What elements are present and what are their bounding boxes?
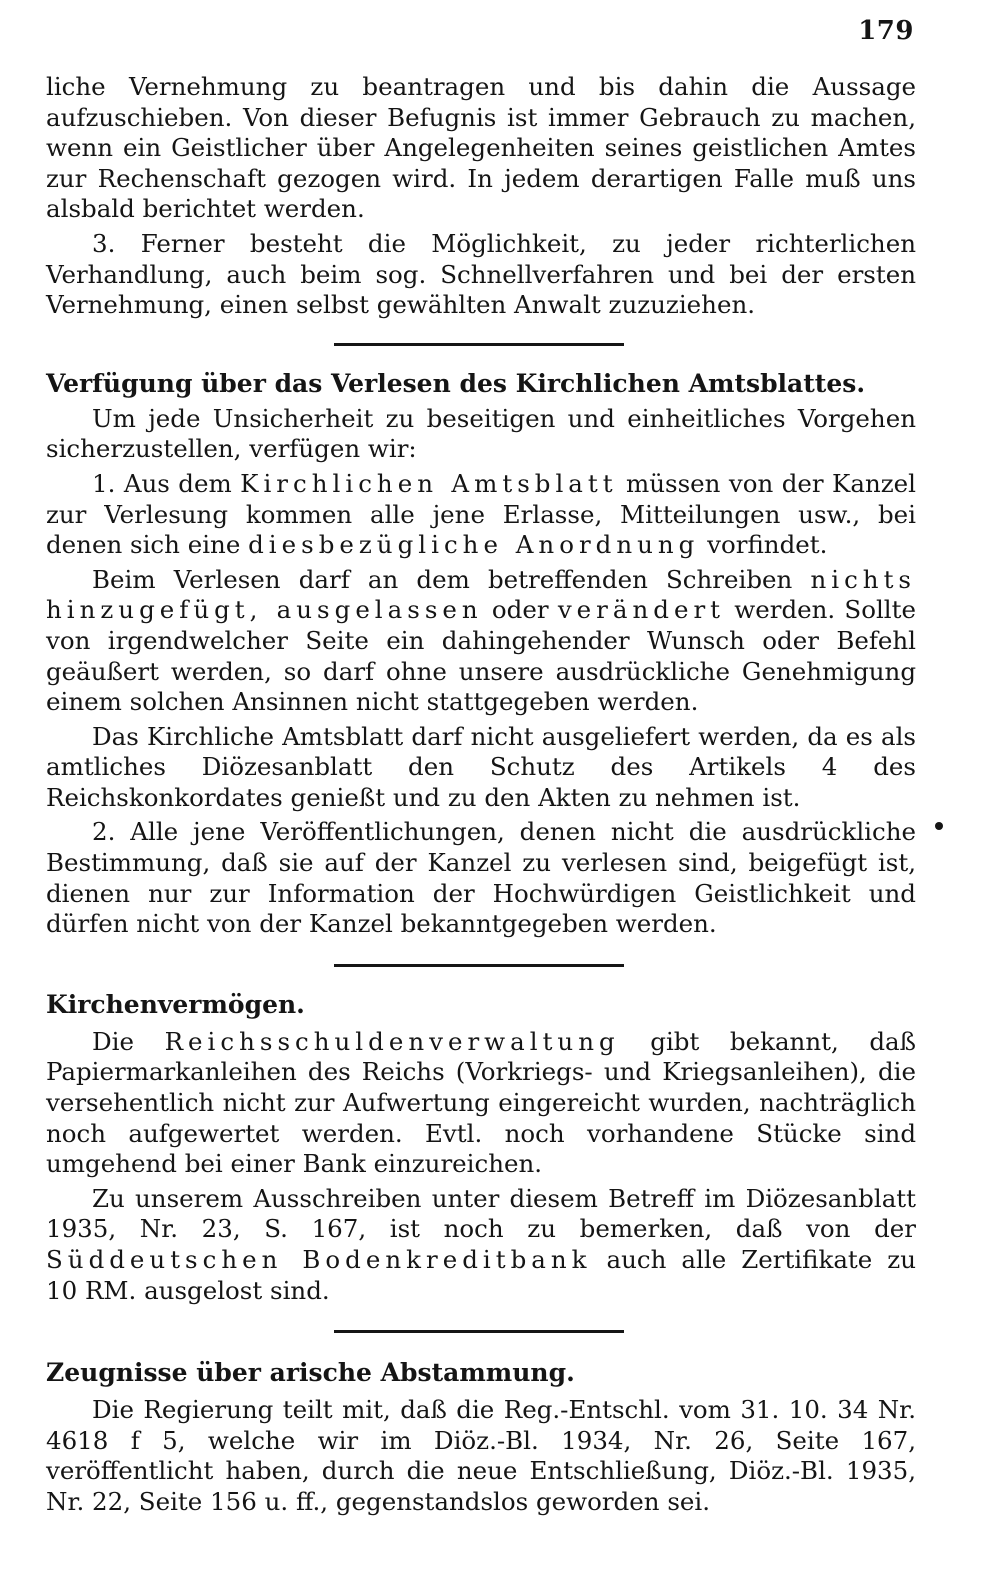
- paragraph-reichsschulden: Die Reichsschuldenverwaltung gibt bekannt, daß Papiermarkanleihen des Reichs (Vorkriegs- und Kriegsanleihen), die versehentlich nicht zur Aufwertung eingereicht wurden, nachträglich noch aufgewertet werden. Evtl. noch vorhandene Stücke sind umgehend bei einer Bank einzureichen.: [46, 1026, 916, 1179]
- continued-paragraph: liche Vernehmung zu beantragen und bis dahin die Aussage aufzuschieben. Von dieser Befugnis ist immer Gebrauch zu machen, wenn ein Geistlicher über Angelegenheiten seines geistlichen Amtes zur Rechenschaft gezogen wird. In jedem derartigen Falle muß uns alsbald berichtet werden.: [46, 72, 916, 224]
- section-divider: [334, 1330, 624, 1333]
- paragraph-verlesen: Beim Verlesen darf an dem betreffenden Schreiben nichts hinzugefügt, ausgelassen oder verändert werden. Sollte von irgendwelcher Seite ein dahingehender Wunsch oder Befehl geäußert werden, so darf ohne unsere ausdrückliche Genehmigung einem solchen Ansinnen nicht stattgegeben werden.: [46, 564, 916, 717]
- margin-dot: [935, 822, 943, 830]
- paragraph-3: 3. Ferner besteht die Möglichkeit, zu jeder richterlichen Verhandlung, auch beim sog. Schnellverfahren und bei der ersten Vernehmung, einen selbst gewählten Anwalt zuzuziehen.: [46, 228, 916, 320]
- section-divider: [334, 343, 624, 346]
- paragraph-intro: Um jede Unsicherheit zu beseitigen und einheitliches Vorgehen sicherzustellen, verfügen wir:: [46, 403, 916, 464]
- paragraph-item-1: 1. Aus dem Kirchlichen Amtsblatt müssen von der Kanzel zur Verlesung kommen alle jene Erlasse, Mitteilungen usw., bei denen sich eine diesbezügliche Anordnung vorfindet.: [46, 468, 916, 560]
- text-column: [46, 72, 916, 1518]
- spaced-emphasis: diesbezügliche Anordnung: [248, 530, 700, 560]
- heading-amtsblatt: Verfügung über das Verlesen des Kirchlichen Amtsblattes.: [46, 368, 866, 398]
- spaced-emphasis: Reichsschuldenverwaltung: [164, 1026, 620, 1056]
- spaced-emphasis: Süddeutschen Bodenkreditbank: [46, 1245, 592, 1274]
- paragraph-item-2: 2. Alle jene Veröffentlichungen, denen nicht die ausdrückliche Bestimmung, daß sie auf der Kanzel zu verlesen sind, beigefügt ist, dienen nur zur Information der Hochwürdigen Geistlichkeit und dürfen nicht von der Kanzel bekanntgegeben werden.: [46, 817, 916, 939]
- section-divider: [334, 964, 624, 967]
- spaced-emphasis: nichts hinzugefügt, ausgelassen: [46, 564, 916, 625]
- spaced-emphasis: Kirchlichen Amtsblatt: [240, 468, 618, 498]
- spaced-emphasis: verändert: [557, 595, 726, 625]
- paragraph-regierung: Die Regierung teilt mit, daß die Reg.-Entschl. vom 31. 10. 34 Nr. 4618 f 5, welche wir im Diöz.-Bl. 1934, Nr. 26, Seite 167, veröffentlicht haben, durch die neue Entschließung, Diöz.-Bl. 1935, Nr. 22, Seite 156 u. ff., gegenstandslos geworden sei.: [46, 1395, 916, 1516]
- paragraph-amtsblatt: Das Kirchliche Amtsblatt darf nicht ausgeliefert werden, da es als amtliches Diözesanblatt den Schutz des Artikels 4 des Reichskonkordates genießt und zu den Akten zu nehmen ist.: [46, 721, 916, 812]
- heading-abstammung: Zeugnisse über arische Abstammung.: [46, 1358, 575, 1388]
- paragraph-ausschreiben: Zu unserem Ausschreiben unter diesem Betreff im Diözesanblatt 1935, Nr. 23, S. 167, ist noch zu bemerken, daß von der Süddeutschen Bodenkreditbank auch alle Zertifikate zu 10 RM. ausgelost sind.: [46, 1183, 916, 1305]
- heading-kirchenvermoegen: Kirchenvermögen.: [46, 989, 305, 1019]
- page-number: 179: [858, 16, 914, 46]
